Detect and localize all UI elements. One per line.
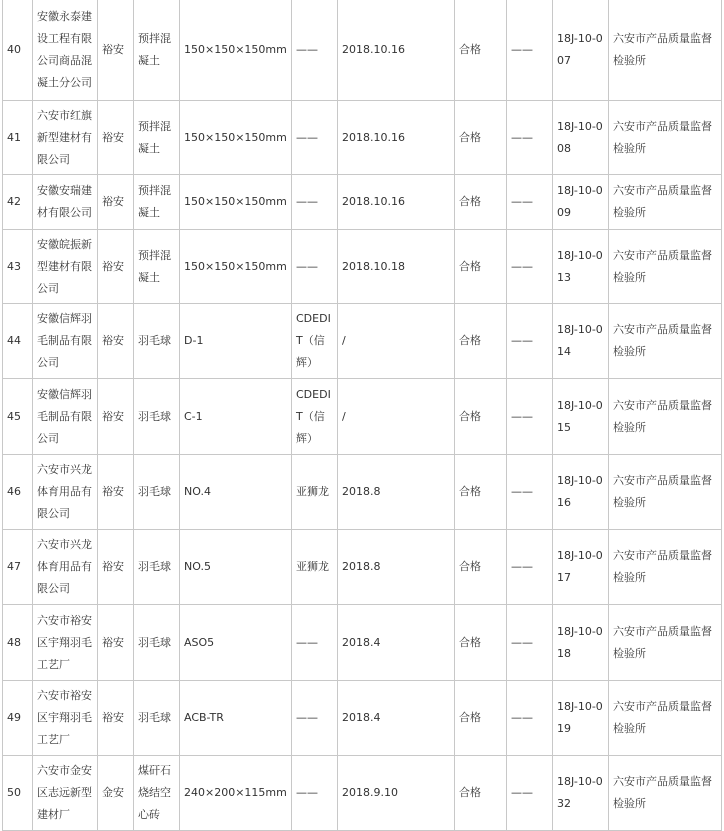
product-name-cell: 羽毛球 bbox=[134, 379, 180, 455]
inspection-result-cell: 合格 bbox=[455, 455, 507, 530]
inspection-result-cell: 合格 bbox=[455, 175, 507, 230]
table-row bbox=[3, 379, 722, 455]
specification-cell: 150×150×150mm bbox=[180, 230, 292, 304]
company-name-cell: 六安市金安区志远新型建材厂 bbox=[33, 756, 98, 831]
product-name-cell: 羽毛球 bbox=[134, 605, 180, 681]
inspection-agency-cell: 六安市产品质量监督检验所 bbox=[609, 530, 722, 605]
report-number-cell: 18J-10-017 bbox=[553, 530, 609, 605]
district-cell: 金安 bbox=[98, 756, 134, 831]
district-cell: 裕安 bbox=[98, 0, 134, 101]
inspection-result-cell: 合格 bbox=[455, 230, 507, 304]
specification-cell: 240×200×115mm bbox=[180, 756, 292, 831]
production-date-cell: 2018.8 bbox=[338, 530, 455, 605]
table-row bbox=[3, 230, 722, 304]
district-cell: 裕安 bbox=[98, 605, 134, 681]
report-number-cell: 18J-10-032 bbox=[553, 756, 609, 831]
row-number-cell: 48 bbox=[3, 605, 33, 681]
brand-cell: —— bbox=[292, 101, 338, 175]
district-cell: 裕安 bbox=[98, 530, 134, 605]
brand-cell: —— bbox=[292, 230, 338, 304]
company-name-cell: 安徽永泰建设工程有限公司商品混凝土分公司 bbox=[33, 0, 98, 101]
production-date-cell: 2018.8 bbox=[338, 455, 455, 530]
failed-items-cell: —— bbox=[507, 681, 553, 756]
brand-cell: —— bbox=[292, 681, 338, 756]
production-date-cell: 2018.10.16 bbox=[338, 101, 455, 175]
row-number-cell: 42 bbox=[3, 175, 33, 230]
brand-cell: —— bbox=[292, 605, 338, 681]
product-name-cell: 预拌混凝土 bbox=[134, 0, 180, 101]
production-date-cell: 2018.10.18 bbox=[338, 230, 455, 304]
product-name-cell: 预拌混凝土 bbox=[134, 175, 180, 230]
production-date-cell: 2018.4 bbox=[338, 605, 455, 681]
company-name-cell: 六安市兴龙体育用品有限公司 bbox=[33, 455, 98, 530]
specification-cell: 150×150×150mm bbox=[180, 175, 292, 230]
district-cell: 裕安 bbox=[98, 455, 134, 530]
company-name-cell: 六安市红旗新型建材有限公司 bbox=[33, 101, 98, 175]
company-name-cell: 六安市裕安区宇翔羽毛工艺厂 bbox=[33, 605, 98, 681]
product-name-cell: 预拌混凝土 bbox=[134, 101, 180, 175]
report-number-cell: 18J-10-009 bbox=[553, 175, 609, 230]
brand-cell: —— bbox=[292, 0, 338, 101]
specification-cell: 150×150×150mm bbox=[180, 0, 292, 101]
inspection-agency-cell: 六安市产品质量监督检验所 bbox=[609, 304, 722, 379]
row-number-cell: 40 bbox=[3, 0, 33, 101]
inspection-agency-cell: 六安市产品质量监督检验所 bbox=[609, 0, 722, 101]
specification-cell: 150×150×150mm bbox=[180, 101, 292, 175]
inspection-agency-cell: 六安市产品质量监督检验所 bbox=[609, 455, 722, 530]
product-name-cell: 羽毛球 bbox=[134, 530, 180, 605]
company-name-cell: 六安市兴龙体育用品有限公司 bbox=[33, 530, 98, 605]
table-row bbox=[3, 101, 722, 175]
table-row bbox=[3, 530, 722, 605]
failed-items-cell: —— bbox=[507, 530, 553, 605]
brand-cell: —— bbox=[292, 175, 338, 230]
district-cell: 裕安 bbox=[98, 101, 134, 175]
inspection-agency-cell: 六安市产品质量监督检验所 bbox=[609, 175, 722, 230]
table-row bbox=[3, 175, 722, 230]
production-date-cell: / bbox=[338, 304, 455, 379]
district-cell: 裕安 bbox=[98, 379, 134, 455]
row-number-cell: 49 bbox=[3, 681, 33, 756]
inspection-result-cell: 合格 bbox=[455, 0, 507, 101]
company-name-cell: 六安市裕安区宇翔羽毛工艺厂 bbox=[33, 681, 98, 756]
table-row bbox=[3, 0, 722, 101]
district-cell: 裕安 bbox=[98, 230, 134, 304]
company-name-cell: 安徽安瑞建材有限公司 bbox=[33, 175, 98, 230]
row-number-cell: 47 bbox=[3, 530, 33, 605]
product-name-cell: 羽毛球 bbox=[134, 304, 180, 379]
row-number-cell: 45 bbox=[3, 379, 33, 455]
table-row bbox=[3, 605, 722, 681]
report-number-cell: 18J-10-018 bbox=[553, 605, 609, 681]
inspection-result-cell: 合格 bbox=[455, 681, 507, 756]
specification-cell: D-1 bbox=[180, 304, 292, 379]
inspection-agency-cell: 六安市产品质量监督检验所 bbox=[609, 681, 722, 756]
row-number-cell: 50 bbox=[3, 756, 33, 831]
report-number-cell: 18J-10-015 bbox=[553, 379, 609, 455]
row-number-cell: 43 bbox=[3, 230, 33, 304]
inspection-results-table bbox=[2, 0, 722, 831]
failed-items-cell: —— bbox=[507, 756, 553, 831]
brand-cell: 亚狮龙 bbox=[292, 530, 338, 605]
product-name-cell: 预拌混凝土 bbox=[134, 230, 180, 304]
failed-items-cell: —— bbox=[507, 230, 553, 304]
product-name-cell: 羽毛球 bbox=[134, 455, 180, 530]
specification-cell: C-1 bbox=[180, 379, 292, 455]
inspection-result-cell: 合格 bbox=[455, 756, 507, 831]
brand-cell: —— bbox=[292, 756, 338, 831]
product-name-cell: 羽毛球 bbox=[134, 681, 180, 756]
specification-cell: NO.4 bbox=[180, 455, 292, 530]
inspection-result-cell: 合格 bbox=[455, 605, 507, 681]
failed-items-cell: —— bbox=[507, 605, 553, 681]
failed-items-cell: —— bbox=[507, 455, 553, 530]
inspection-result-cell: 合格 bbox=[455, 530, 507, 605]
specification-cell: ACB-TR bbox=[180, 681, 292, 756]
brand-cell: CDEDIT（信辉） bbox=[292, 379, 338, 455]
production-date-cell: 2018.4 bbox=[338, 681, 455, 756]
brand-cell: CDEDIT（信辉） bbox=[292, 304, 338, 379]
report-number-cell: 18J-10-014 bbox=[553, 304, 609, 379]
failed-items-cell: —— bbox=[507, 175, 553, 230]
company-name-cell: 安徽信辉羽毛制品有限公司 bbox=[33, 304, 98, 379]
failed-items-cell: —— bbox=[507, 0, 553, 101]
table-row bbox=[3, 304, 722, 379]
report-number-cell: 18J-10-016 bbox=[553, 455, 609, 530]
district-cell: 裕安 bbox=[98, 681, 134, 756]
district-cell: 裕安 bbox=[98, 175, 134, 230]
table-row bbox=[3, 756, 722, 831]
inspection-agency-cell: 六安市产品质量监督检验所 bbox=[609, 605, 722, 681]
failed-items-cell: —— bbox=[507, 101, 553, 175]
specification-cell: NO.5 bbox=[180, 530, 292, 605]
report-number-cell: 18J-10-007 bbox=[553, 0, 609, 101]
failed-items-cell: —— bbox=[507, 379, 553, 455]
production-date-cell: / bbox=[338, 379, 455, 455]
company-name-cell: 安徽信辉羽毛制品有限公司 bbox=[33, 379, 98, 455]
row-number-cell: 44 bbox=[3, 304, 33, 379]
inspection-agency-cell: 六安市产品质量监督检验所 bbox=[609, 379, 722, 455]
row-number-cell: 46 bbox=[3, 455, 33, 530]
table-row bbox=[3, 681, 722, 756]
row-number-cell: 41 bbox=[3, 101, 33, 175]
company-name-cell: 安徽皖振新型建材有限公司 bbox=[33, 230, 98, 304]
inspection-agency-cell: 六安市产品质量监督检验所 bbox=[609, 101, 722, 175]
specification-cell: ASO5 bbox=[180, 605, 292, 681]
inspection-result-cell: 合格 bbox=[455, 304, 507, 379]
inspection-agency-cell: 六安市产品质量监督检验所 bbox=[609, 230, 722, 304]
table-row bbox=[3, 455, 722, 530]
product-name-cell: 煤矸石烧结空心砖 bbox=[134, 756, 180, 831]
inspection-agency-cell: 六安市产品质量监督检验所 bbox=[609, 756, 722, 831]
production-date-cell: 2018.10.16 bbox=[338, 175, 455, 230]
district-cell: 裕安 bbox=[98, 304, 134, 379]
brand-cell: 亚狮龙 bbox=[292, 455, 338, 530]
report-number-cell: 18J-10-008 bbox=[553, 101, 609, 175]
production-date-cell: 2018.9.10 bbox=[338, 756, 455, 831]
failed-items-cell: —— bbox=[507, 304, 553, 379]
production-date-cell: 2018.10.16 bbox=[338, 0, 455, 101]
report-number-cell: 18J-10-013 bbox=[553, 230, 609, 304]
inspection-result-cell: 合格 bbox=[455, 101, 507, 175]
inspection-result-cell: 合格 bbox=[455, 379, 507, 455]
report-number-cell: 18J-10-019 bbox=[553, 681, 609, 756]
